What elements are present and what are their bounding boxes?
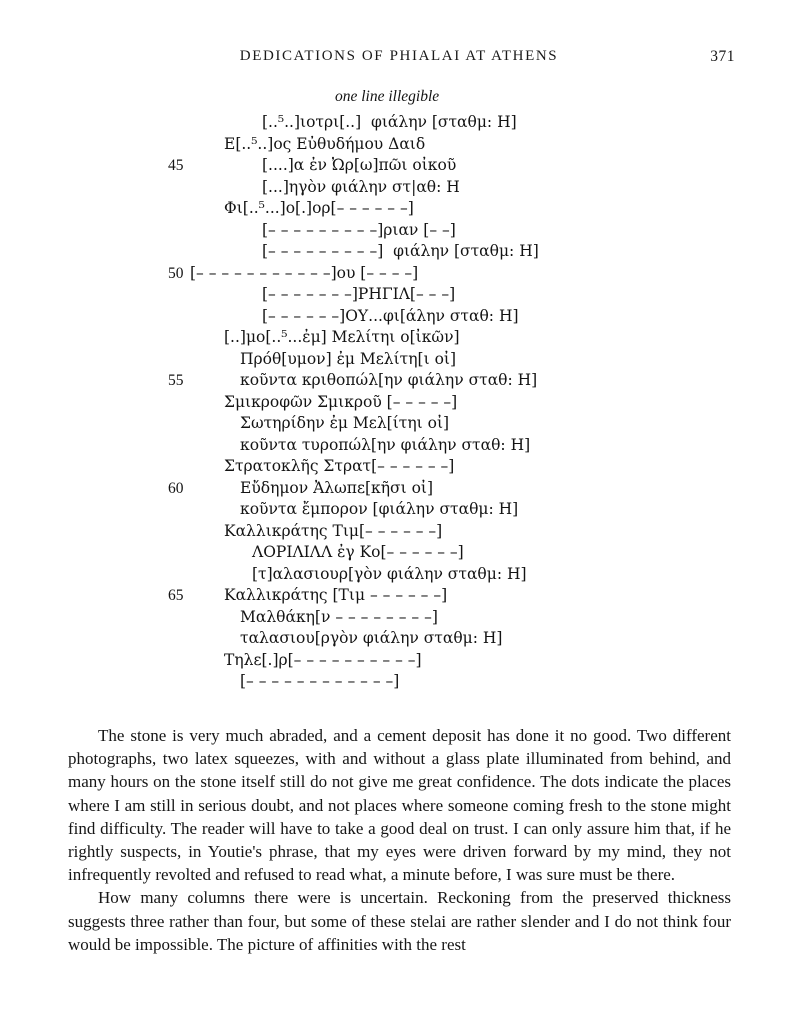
inscription-text: Καλλικράτης [Τιμ – – – – – –] — [224, 586, 448, 604]
inscription-line — [168, 349, 539, 371]
inscription-line — [168, 499, 539, 521]
inscription-line — [168, 585, 539, 607]
inscription-line — [168, 628, 539, 650]
body-text — [68, 724, 731, 956]
page-number: 371 — [710, 48, 735, 65]
inscription-line — [168, 177, 539, 199]
inscription-line — [168, 435, 539, 457]
inscription-line — [168, 542, 539, 564]
inscription-line — [168, 306, 539, 328]
inscription-line — [168, 241, 539, 263]
inscription-text: [....]α ἐν Ὠρ[ω]πῶι οἰκοῦ — [262, 156, 457, 174]
inscription-text: [...]ηγὸν φιάλην στ|αθ: Η — [262, 177, 460, 196]
inscription-text: Εὔδημον Ἀλωπε[κῆσι οἰ] — [240, 478, 434, 497]
line-number: 50 — [168, 264, 184, 282]
inscription-text: ΛΟΡΙΛΙΛΛ ἐγ Κο[– – – – – –] — [252, 543, 464, 561]
inscription-text: [– – – – – – – – –] φιάλην [σταθμ: Η] — [262, 242, 539, 260]
inscription-text: Τηλε[.]ρ[– – – – – – – – – –] — [224, 650, 422, 669]
inscription-text: [..⁵..]ιοτρι[..] φιάλην [σταθμ: Η] — [262, 113, 517, 131]
inscription-text: Μαλθάκη[ν – – – – – – – –] — [240, 607, 438, 626]
inscription-text: Καλλικράτης Τιμ[– – – – – –] — [224, 521, 443, 540]
inscription-line — [168, 134, 539, 156]
line-number: 55 — [168, 372, 184, 389]
inscription-line — [168, 413, 539, 435]
inscription-text: Ε[..⁵..]ος Εὐθυδήμου Δαιδ — [224, 134, 426, 153]
line-number: 60 — [168, 479, 184, 497]
inscription-text: Πρόθ[υμον] ἐμ Μελίτη[ι οἰ] — [240, 349, 457, 368]
inscription-line — [168, 521, 539, 543]
inscription-text: [..]μο[..⁵...ἐμ] Μελίτηι ο[ἰκῶν] — [224, 328, 460, 346]
inscription-text: [– – – – – –]ΟΥ...φι[άλην σταθ: Η] — [262, 306, 519, 325]
inscription-text: [– – – – – – –]ΡΗΓΙΛ[– – –] — [262, 285, 456, 303]
inscription-line — [168, 564, 539, 586]
inscription-line — [168, 370, 539, 392]
inscription-caption: one line illegible — [335, 88, 440, 105]
inscription-line — [168, 650, 539, 672]
line-number: 65 — [168, 587, 184, 604]
inscription-line — [168, 220, 539, 242]
inscription-text: Φι[..⁵...]ο[.]ορ[– – – – – –] — [224, 199, 414, 217]
inscription-text: [τ]αλασιουρ[γὸν φιάλην σταθμ: Η] — [252, 564, 527, 583]
inscription-text: [– – – – – – – – – – – –] — [240, 672, 400, 690]
inscription-text: ταλασιου[ργὸν φιάλην σταθμ: Η] — [240, 629, 503, 647]
inscription-line — [168, 198, 539, 220]
inscription-line — [168, 392, 539, 414]
inscription-line — [168, 478, 539, 500]
inscription-text: κοῦντα κριθοπώλ[ην φιάλην σταθ: Η] — [240, 371, 538, 389]
inscription-line — [168, 284, 539, 306]
inscription-line — [168, 671, 539, 693]
running-head: DEDICATIONS OF PHIALAI AT ATHENS — [239, 48, 559, 64]
paragraph: How many columns there were is uncertain. Reckoning from the preserved thickness suggests three rather than four, but some of these stelai are rather slender and I do not think four would be impossible. The picture of affinities with the rest — [68, 888, 731, 954]
inscription-text: Σωτηρίδην ἐμ Μελ[ίτηι οἰ] — [240, 414, 450, 432]
paragraph: The stone is very much abraded, and a cement deposit has done it no good. Two different photographs, two latex squeezes, with and without a glass plate illuminated from behind, and many hours on the stone itself still do not give me great confidence. The dots indicate the places where I am still in serious doubt, and not places where someone coming fresh to the stone might find difficulty. The reader will have to take a good deal on trust. I can only assure him that, if he rightly suspects, in Youtie's phrase, that my eyes were driven forward by my mind, they not infrequently revolted and refused to read what, a minute before, I was sure must be there. — [68, 726, 731, 885]
inscription-text: Σμικροφῶν Σμικροῦ [– – – – –] — [224, 392, 458, 411]
inscription-text: [– – – – – – – – –]ριαν [– –] — [262, 220, 456, 239]
inscription-text: κοῦντα τυροπώλ[ην φιάλην σταθ: Η] — [240, 435, 531, 454]
inscription-line — [168, 112, 539, 134]
inscription-text: [– – – – – – – – – – –]ου [– – – –] — [190, 263, 419, 282]
inscription-line — [168, 456, 539, 478]
inscription-line — [168, 263, 539, 285]
inscription-line — [168, 607, 539, 629]
page-header — [0, 48, 798, 68]
inscription-text: Στρατοκλῆς Στρατ[– – – – – –] — [224, 457, 455, 475]
line-number: 45 — [168, 157, 184, 174]
inscription-lines — [168, 112, 539, 693]
inscription-block — [168, 88, 539, 693]
inscription-line — [168, 155, 539, 177]
inscription-line — [168, 327, 539, 349]
inscription-text: κοῦντα ἔμπορον [φιάλην σταθμ: Η] — [240, 500, 519, 518]
